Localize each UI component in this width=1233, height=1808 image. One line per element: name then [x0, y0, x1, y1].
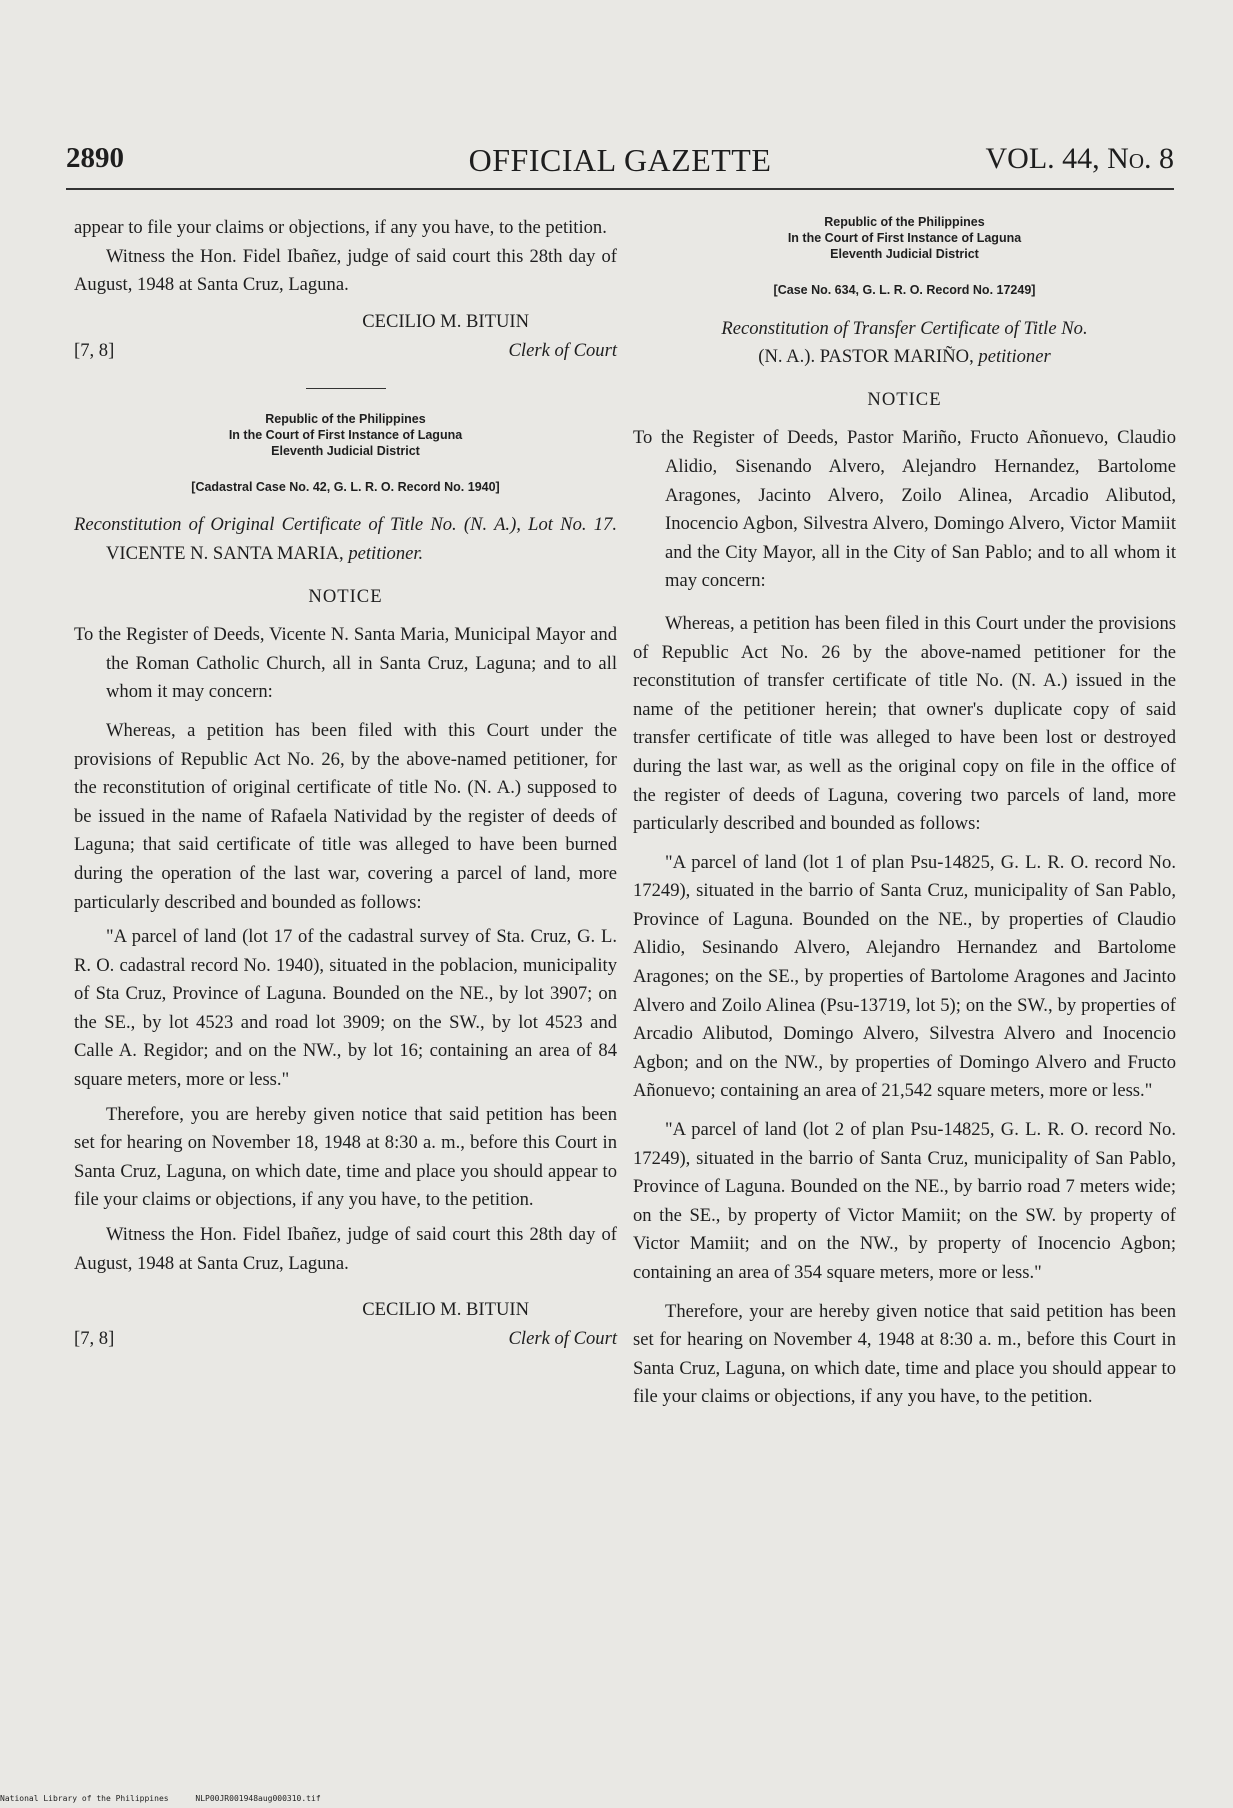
court-line: In the Court of First Instance of Laguna: [787, 231, 1022, 245]
volume-number: VOL. 44, No. 8: [985, 142, 1174, 175]
reconstitution-title: [74, 511, 617, 568]
page-number: 2890: [66, 142, 124, 174]
section-divider: [306, 388, 386, 389]
case-number: [Cadastral Case No. 42, G. L. R. O. Record No. 1940]: [191, 479, 500, 494]
signature-block: [74, 308, 617, 366]
whereas-paragraph: Whereas, a petition has been filed with this Court under the provisions of Republic Act No. 26, by the above-named petitioner, for the reconstitution of original certificate of title No. (N. A.) supposed to be issued in the name of Rafaela Natividad by the register of deeds of Laguna; that said certificate of title was alleged to have been burned during the operation of the last war, covering a parcel of land, more particularly described and bounded as follows:: [74, 719, 617, 913]
court-heading: [633, 214, 1176, 262]
continued-paragraph: appear to file your claims or objections, if any you have, to the petition.: [74, 217, 607, 238]
page-header: [66, 142, 1174, 186]
addressees-paragraph: To the Register of Deeds, Pastor Mariño, Fructo Añonuevo, Claudio Alidio, Sisenando Alvero, Alejandro Hernandez, Bartolome Aragones, Jacinto Alvero, Zoilo Alinea, Arcadio Alibutod, Inocencio Agbon, Silvestra Alvero, Domingo Alvero, Victor Mamiit and the City Mayor, all in the City of San Pablo; and to all whom it may concern:: [633, 427, 1176, 592]
petitioner-role: petitioner: [978, 346, 1051, 368]
therefore-paragraph: Therefore, your are hereby given notice that said petition has been set for hearing on November 4, 1948 at 8:30 a. m., before this Court in Santa Cruz, Laguna, on which date, time and place you should appear to file your claims or objections, if any you have, to the petition.: [633, 1300, 1176, 1408]
signatory-role: Clerk of Court: [508, 1328, 617, 1350]
court-line: Eleventh Judicial District: [830, 247, 979, 261]
case-number: [Case No. 634, G. L. R. O. Record No. 17249]: [773, 283, 1036, 297]
recon-na: (N. A.).: [758, 346, 816, 368]
library-credit: National Library of the Philippines: [0, 1794, 169, 1803]
petitioner-name: PASTOR MARIÑO,: [819, 346, 974, 368]
notice-heading: NOTICE: [867, 388, 942, 410]
petitioner-name: VICENTE N. SANTA MARIA,: [106, 542, 344, 564]
scan-footer: [0, 1794, 343, 1803]
notice-heading: NOTICE: [308, 585, 383, 607]
addressees-paragraph: To the Register of Deeds, Vicente N. Santa Maria, Municipal Mayor and the Roman Catholic Church, all in Santa Cruz, Laguna; and to all whom it may concern:: [74, 624, 617, 703]
witness-paragraph: Witness the Hon. Fidel Ibañez, judge of said court this 28th day of August, 1948 at Santa Cruz, Laguna.: [74, 245, 617, 296]
petitioner-role: petitioner.: [348, 542, 424, 564]
left-column: [74, 214, 617, 1354]
parcel-description: "A parcel of land (lot 2 of plan Psu-14825, G. L. R. O. record No. 17249), situated in the barrio of Santa Cruz, municipality of San Pablo, Province of Laguna. Bounded on the NE., by barrio road 7 meters wide; on the SE., by property of Victor Mamiit; on the SW. by property of Victor Mamiit; and on the NW., by property of Inocencio Agbon; containing an area of 354 square meters, more or less.": [633, 1119, 1176, 1283]
signatory-name: CECILIO M. BITUIN: [362, 310, 529, 332]
therefore-paragraph: Therefore, you are hereby given notice that said petition has been set for hearing on November 18, 1948 at 8:30 a. m., before this Court in Santa Cruz, Laguna, on which date, time and place you should appear to file your claims or objections, if any you have, to the petition.: [74, 1103, 617, 1211]
parcel-description: "A parcel of land (lot 1 of plan Psu-14825, G. L. R. O. record No. 17249), situated in the barrio of Santa Cruz, municipality of San Pablo, Province of Laguna. Bounded on the NE., by properties of Claudio Alidio, Sesinando Alvero, Alejandro Hernandez and Bartolome Aragones; on the SE., by properties of Bartolome Aragones and Jacinto Alvero and Zoilo Alinea (Psu-13719, lot 5); on the SW., by properties of Arcadio Alibutod, Domingo Alvero, Silvestra Alvero and Inocencio Agbon; and on the NW., by properties of Domingo Alvero and Fructo Añonuevo; containing an area of 21,542 square meters, more or less.": [633, 851, 1176, 1102]
court-heading: [74, 411, 617, 459]
recon-title-text: Reconstitution of Original Certificate of Title No. (N. A.), Lot No. 17.: [74, 514, 617, 536]
court-line: Republic of the Philippines: [824, 215, 985, 229]
issue-reference: [7, 8]: [74, 339, 115, 361]
signatory-name: CECILIO M. BITUIN: [362, 1299, 529, 1321]
court-line: Republic of the Philippines: [265, 411, 426, 426]
court-line: Eleventh Judicial District: [271, 443, 420, 458]
right-column: [633, 214, 1176, 1412]
court-line: In the Court of First Instance of Laguna: [228, 427, 463, 442]
issue-reference: [7, 8]: [74, 1328, 115, 1350]
signature-block: [74, 1296, 617, 1354]
parcel-description: "A parcel of land (lot 17 of the cadastral survey of Sta. Cruz, G. L. R. O. cadastral record No. 1940), situated in the poblacion, municipality of Sta Cruz, Province of Laguna. Bounded on the NE., by lot 3907; on the SE., by lot 4523 and road lot 3909; on the SW., by lot 4523 and Calle A. Regidor; and on the NW., by lot 16; containing an area of 84 square meters, more or less.": [74, 926, 617, 1091]
publication-title: OFFICIAL GAZETTE: [468, 142, 772, 178]
recon-title-text: Reconstitution of Transfer Certificate of Title No.: [721, 317, 1088, 339]
signatory-role: Clerk of Court: [508, 339, 617, 361]
reconstitution-title: [633, 315, 1176, 372]
header-rule: [66, 188, 1174, 190]
whereas-paragraph: Whereas, a petition has been filed in this Court under the provisions of Republic Act No. 26 by the above-named petitioner for the reconstitution of transfer certificate of title No. (N. A.) issued in the name of the petitioner herein; that owner's duplicate copy of said transfer certificate of title was alleged to have been lost or destroyed during the last war, as well as the original copy on file in the office of the register of deeds of Laguna, covering two parcels of land, more particularly described and bounded as follows:: [633, 612, 1176, 835]
witness-paragraph: Witness the Hon. Fidel Ibañez, judge of said court this 28th day of August, 1948 at Santa Cruz, Laguna.: [74, 1224, 617, 1274]
scan-filename: NLP00JR001948aug000310.tif: [195, 1794, 321, 1803]
